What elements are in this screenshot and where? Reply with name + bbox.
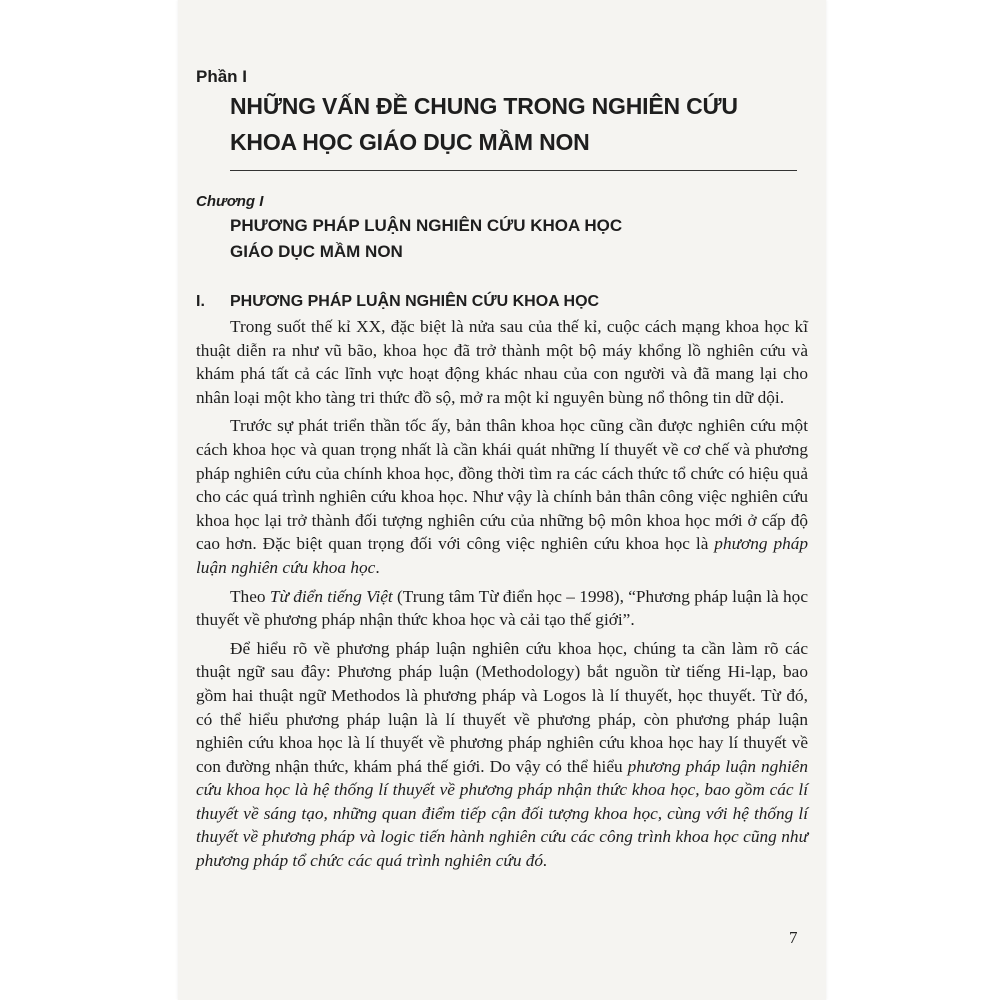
section-title: PHƯƠNG PHÁP LUẬN NGHIÊN CỨU KHOA HỌC (230, 293, 600, 310)
paragraph-2-end: . (375, 557, 380, 577)
definition-emphasis: phương pháp luận nghiên cứu khoa học là hệ thống lí thuyết về phương pháp nhận thức khoa học, bao gồm các lí thuyết về sáng tạo, những quan điểm tiếp cận đối tượng khoa học, cùng với hệ thống lí thuyết về phương pháp và logic tiến hành nghiên cứu các công trình khoa học cũng như phương pháp tổ chức các quá trình nghiên cứu đó. (196, 756, 808, 871)
dictionary-title: Từ điển tiếng Việt (269, 586, 393, 606)
part-title: NHỮNG VẤN ĐỀ CHUNG TRONG NGHIÊN CỨU KHOA HỌC GIÁO DỤC MẦM NON (230, 93, 738, 155)
chapter-label: Chương I (196, 193, 264, 210)
paragraph-2-emphasis: phương pháp luận nghiên cứu khoa học (196, 534, 809, 577)
paragraph-3-text: Theo (230, 586, 270, 606)
paragraph-4 (196, 637, 808, 873)
book-page (178, 0, 826, 1000)
page-number: 7 (789, 928, 798, 947)
paragraph-2-text: Trước sự phát triển thần tốc ấy, bản thân khoa học cũng cần được nghiên cứu một cách khoa học và quan trọng nhất là cần khái quát những lí thuyết về cơ chế và phương pháp nghiên cứu của chính khoa học, đồng thời tìm ra các cách thức tổ chức có hiệu quả cho các quá trình nghiên cứu khoa học. Như vậy là chính bản thân công việc nghiên cứu khoa học lại trở thành đối tượng nghiên cứu của những bộ môn khoa học mới ở cấp độ cao hơn. Đặc biệt quan trọng đối với công việc nghiên cứu khoa học là (196, 416, 808, 554)
paragraph-3 (196, 585, 808, 632)
paragraph-2 (196, 414, 808, 579)
paragraph-3-end: (Trung tâm Từ điển học – 1998), “Phương pháp luận là học thuyết về phương pháp nhận thức khoa học và cải tạo thế giới”. (196, 586, 808, 630)
page-content (196, 66, 808, 878)
paragraph-1: Trong suốt thế kỉ XX, đặc biệt là nửa sau của thế kỉ, cuộc cách mạng khoa học kĩ thuật diễn ra như vũ bão, khoa học đã trở thành một bộ máy khổng lồ nghiên cứu và khám phá tất cả các lĩnh vực hoạt động khác nhau của con người và đã mang lại cho nhân loại một kho tàng tri thức đồ sộ, mở ra một kỉ nguyên bùng nổ thông tin dữ dội. (196, 317, 808, 407)
body-text (196, 315, 808, 873)
chapter-title: PHƯƠNG PHÁP LUẬN NGHIÊN CỨU KHOA HỌC GIÁO DỤC MẦM NON (230, 216, 623, 261)
paragraph-4-text: Để hiểu rõ về phương pháp luận nghiên cứu khoa học, chúng ta cần làm rõ các thuật ngữ sau đây: Phương pháp luận (Methodology) bắt nguồn từ tiếng Hi-lạp, bao gồm hai thuật ngữ Methodos là phương pháp và Logos là lí thuyết, học thuyết. Từ đó, có thể hiểu phương pháp luận là lí thuyết về phương pháp, còn phương pháp luận nghiên cứu khoa học là lí thuyết về phương pháp nghiên cứu khoa học hay lí thuyết về con đường nhận thức, khám phá thế giới. Do vậy có thể hiểu (196, 638, 808, 776)
section-heading (196, 291, 808, 313)
part-label: Phần I (196, 67, 248, 86)
title-divider (230, 170, 797, 171)
section-number: I. (196, 293, 205, 310)
